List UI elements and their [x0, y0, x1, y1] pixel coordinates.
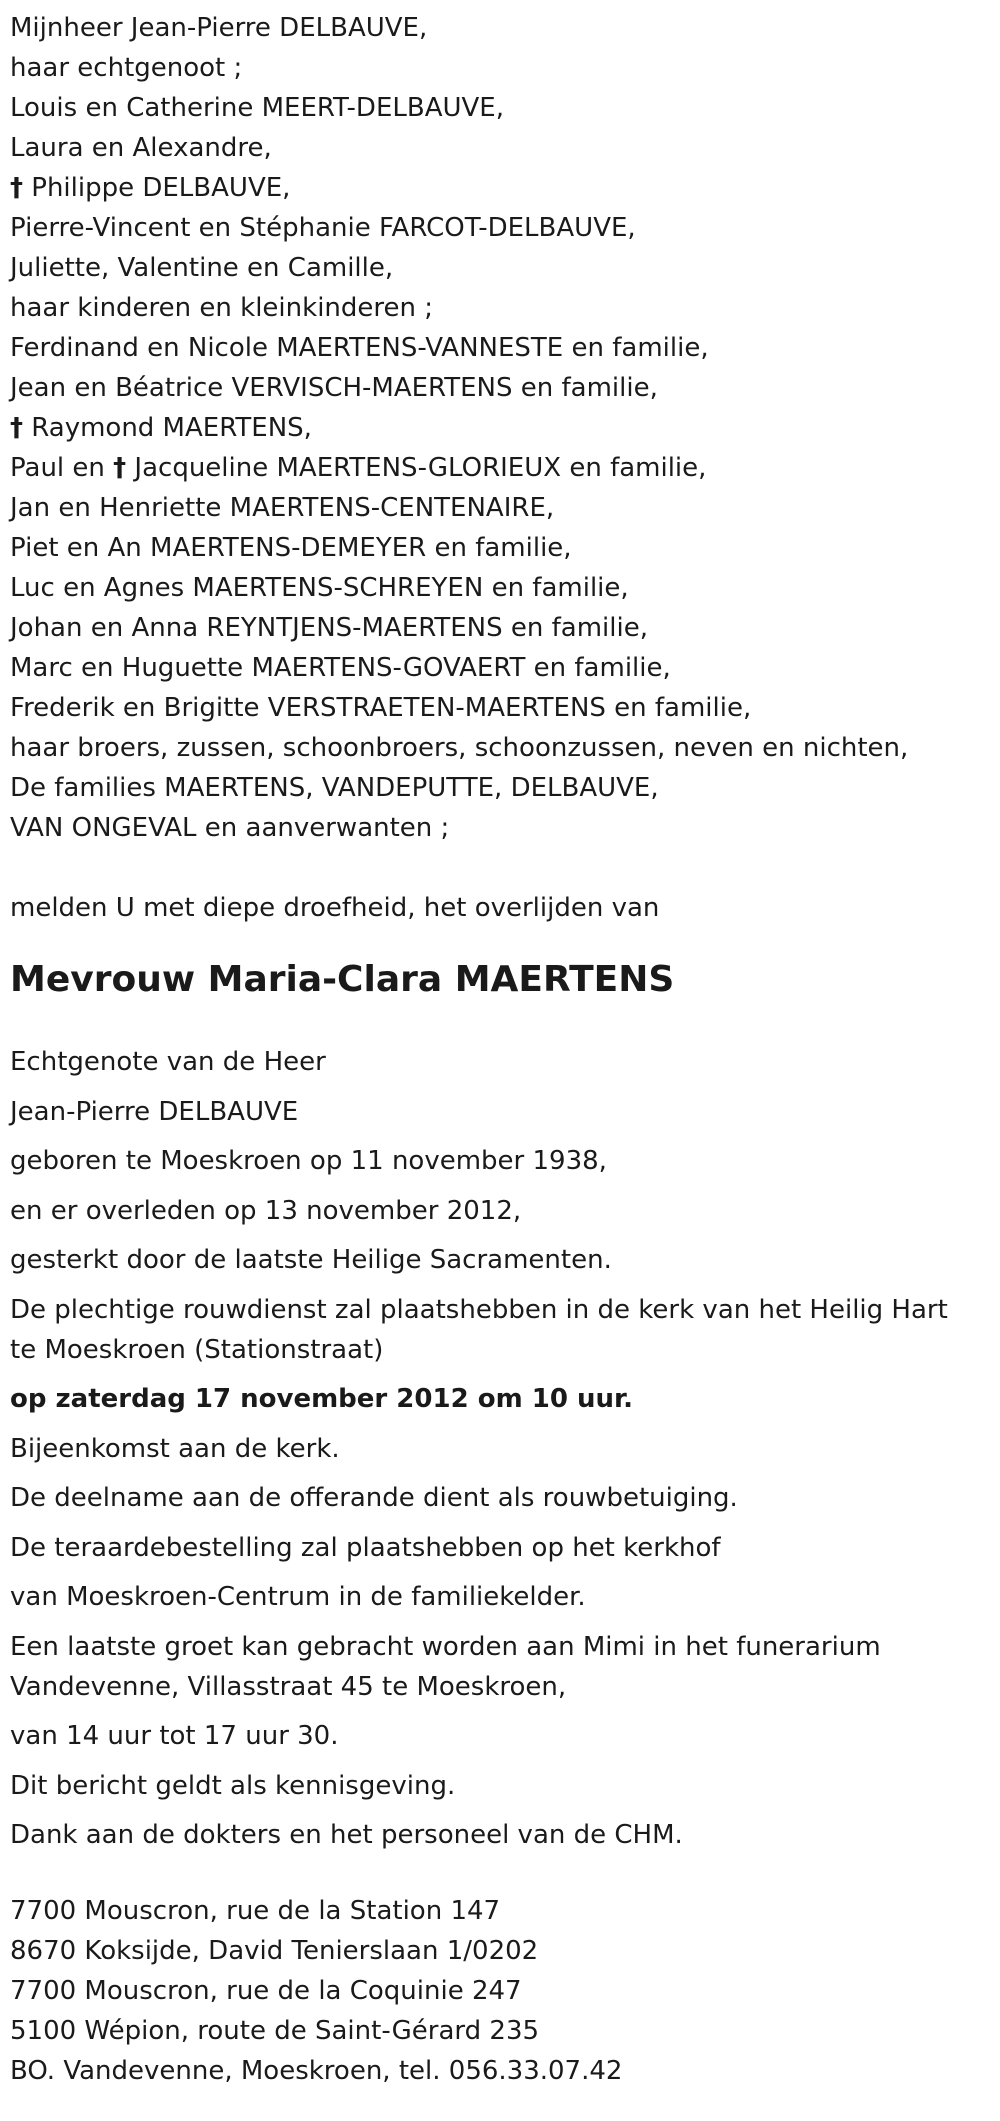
detail-line: [10, 1092, 990, 1132]
family-line: [10, 328, 990, 368]
announcement-intro: melden U met diepe droefheid, het overlijden van: [10, 893, 660, 923]
detail-text: van Moeskroen-Centrum in de familiekelder.: [10, 1582, 586, 1612]
family-line: [10, 808, 990, 848]
family-line-text: haar kinderen en kleinkinderen ;: [10, 293, 434, 323]
detail-line: [10, 1815, 990, 1855]
address-line: 8670 Koksijde, David Tenierslaan 1/0202: [10, 1936, 539, 1966]
family-line-text: Louis en Catherine MEERT-DELBAUVE,: [10, 93, 504, 123]
detail-text: en er overleden op 13 november 2012,: [10, 1195, 522, 1226]
family-line-text: Jacqueline MAERTENS-GLORIEUX en familie,: [126, 453, 707, 483]
detail-text: van 14 uur tot 17 uur 30.: [10, 1721, 339, 1751]
family-line-text: Jean en Béatrice VERVISCH-MAERTENS en familie,: [10, 373, 658, 403]
family-line-text: Pierre-Vincent en Stéphanie FARCOT-DELBAUVE,: [10, 213, 636, 243]
family-line: [10, 168, 990, 208]
family-line: [10, 728, 990, 768]
family-line-text: De families MAERTENS, VANDEPUTTE, DELBAUVE,: [10, 773, 659, 803]
family-line: [10, 48, 990, 88]
address-line: 5100 Wépion, route de Saint-Gérard 235: [10, 2016, 540, 2046]
family-line: [10, 368, 990, 408]
obituary-notice: [10, 8, 990, 2091]
detail-text: Echtgenote van de Heer: [10, 1047, 326, 1077]
detail-text: De plechtige rouwdienst zal plaatshebben in de kerk van het Heilig Hart: [10, 1294, 948, 1325]
detail-line: [10, 1240, 990, 1280]
detail-text: Bijeenkomst aan de kerk.: [10, 1433, 340, 1464]
detail-line: [10, 1478, 990, 1518]
address-line: BO. Vandevenne, Moeskroen, tel. 056.33.07.42: [10, 2056, 623, 2086]
family-line-text: Philippe DELBAUVE,: [23, 173, 291, 203]
detail-text: Dit bericht geldt als kennisgeving.: [10, 1770, 456, 1801]
family-line-text: Mijnheer Jean-Pierre DELBAUVE,: [10, 13, 428, 43]
family-line: [10, 768, 990, 808]
family-line: [10, 88, 990, 128]
detail-line: [10, 1766, 990, 1806]
cross-icon: †: [10, 173, 23, 203]
family-line-text: Ferdinand en Nicole MAERTENS-VANNESTE en familie,: [10, 333, 709, 363]
address-list: [10, 1891, 990, 2091]
address-line: 7700 Mouscron, rue de la Coquinie 247: [10, 1976, 522, 2006]
family-line-text: Juliette, Valentine en Camille,: [10, 253, 394, 283]
detail-text: De deelname aan de offerande dient als rouwbetuiging.: [10, 1483, 738, 1513]
detail-text: op zaterdag 17 november 2012 om 10 uur.: [10, 1384, 633, 1414]
family-line-text: Johan en Anna REYNTJENS-MAERTENS en familie,: [10, 613, 648, 643]
address-line: 7700 Mouscron, rue de la Station 147: [10, 1896, 501, 1926]
funeral-details: [10, 1042, 990, 1855]
detail-text: Een laatste groet kan gebracht worden aan Mimi in het funerarium: [10, 1631, 881, 1662]
deceased-name: Mevrouw Maria-Clara MAERTENS: [10, 959, 675, 1000]
family-line-text: haar echtgenoot ;: [10, 53, 243, 83]
detail-line: [10, 1042, 990, 1082]
family-line-text: Piet en An MAERTENS-DEMEYER en familie,: [10, 533, 572, 563]
family-line-prefix: Paul en: [10, 453, 114, 483]
detail-line: [10, 1716, 990, 1756]
detail-line: [10, 1528, 990, 1568]
detail-text: De teraardebestelling zal plaatshebben op het kerkhof: [10, 1532, 721, 1563]
detail-text: Dank aan de dokters en het personeel van de CHM.: [10, 1820, 683, 1850]
family-line: [10, 608, 990, 648]
detail-line: [10, 1290, 990, 1370]
family-line: [10, 408, 990, 448]
detail-line: [10, 1379, 990, 1419]
family-line-text: Laura en Alexandre,: [10, 133, 272, 163]
detail-line: [10, 1577, 990, 1617]
cross-icon: †: [10, 413, 23, 443]
family-line: [10, 128, 990, 168]
family-line-text: VAN ONGEVAL en aanverwanten ;: [10, 813, 450, 843]
detail-line: [10, 1191, 990, 1231]
detail-line: [10, 1627, 990, 1707]
family-line: [10, 208, 990, 248]
family-line: [10, 448, 990, 488]
detail-text: gesterkt door de laatste Heilige Sacramenten.: [10, 1245, 612, 1275]
family-line: [10, 688, 990, 728]
family-line: [10, 288, 990, 328]
family-line-text: Luc en Agnes MAERTENS-SCHREYEN en familie,: [10, 573, 629, 603]
family-line: [10, 488, 990, 528]
detail-line: [10, 1429, 990, 1469]
family-line-text: Marc en Huguette MAERTENS-GOVAERT en familie,: [10, 653, 671, 683]
family-line: [10, 568, 990, 608]
family-line: [10, 8, 990, 48]
family-list: [10, 8, 990, 848]
cross-icon: †: [113, 453, 127, 483]
family-line: [10, 248, 990, 288]
family-line: [10, 528, 990, 568]
detail-text-continued: te Moeskroen (Stationstraat): [10, 1334, 384, 1365]
family-line-text: haar broers, zussen, schoonbroers, schoonzussen, neven en nichten,: [10, 733, 909, 763]
detail-text-continued: Vandevenne, Villasstraat 45 te Moeskroen,: [10, 1671, 567, 1702]
detail-text: geboren te Moeskroen op 11 november 1938,: [10, 1146, 607, 1176]
family-line-text: Frederik en Brigitte VERSTRAETEN-MAERTENS en familie,: [10, 693, 752, 723]
family-line-text: Jan en Henriette MAERTENS-CENTENAIRE,: [10, 493, 555, 523]
family-line: [10, 648, 990, 688]
detail-line: [10, 1141, 990, 1181]
detail-text: Jean-Pierre DELBAUVE: [10, 1096, 299, 1127]
family-line-text: Raymond MAERTENS,: [23, 413, 312, 443]
